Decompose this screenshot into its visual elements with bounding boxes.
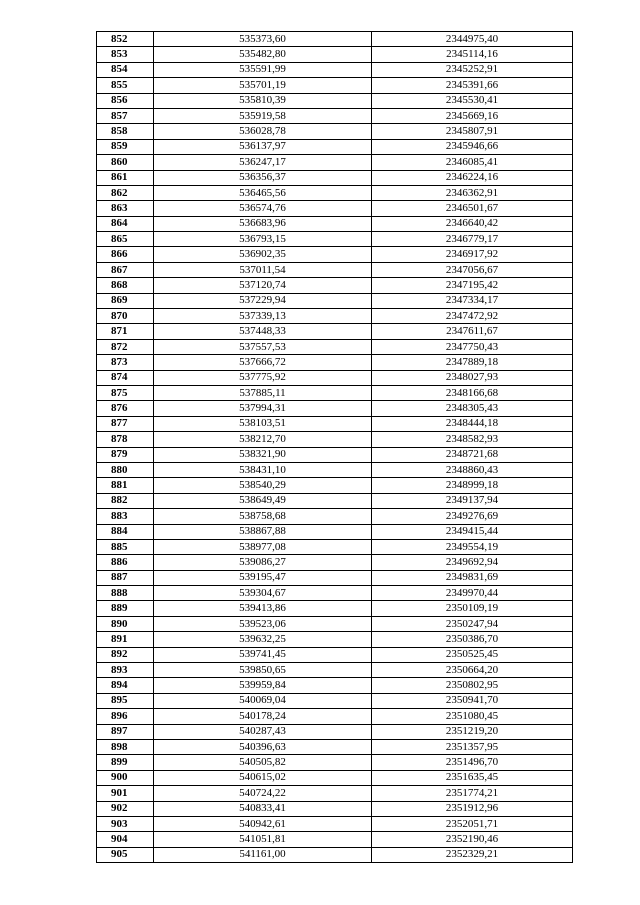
table-row [97, 832, 573, 847]
y-coordinate-cell: 2347611,67 [372, 324, 573, 339]
x-coordinate-cell: 538321,90 [154, 447, 372, 462]
table-row [97, 786, 573, 801]
point-number-cell: 860 [97, 155, 154, 170]
point-number-cell: 880 [97, 462, 154, 477]
y-coordinate-cell: 2351912,96 [372, 801, 573, 816]
table-row [97, 601, 573, 616]
table-row [97, 108, 573, 123]
y-coordinate-cell: 2344975,40 [372, 32, 573, 47]
x-coordinate-cell: 540724,22 [154, 786, 372, 801]
table-row [97, 570, 573, 585]
y-coordinate-cell: 2346779,17 [372, 232, 573, 247]
x-coordinate-cell: 539741,45 [154, 647, 372, 662]
point-number-cell: 891 [97, 632, 154, 647]
y-coordinate-cell: 2345669,16 [372, 108, 573, 123]
point-number-cell: 896 [97, 709, 154, 724]
x-coordinate-cell: 536465,56 [154, 185, 372, 200]
x-coordinate-cell: 538977,08 [154, 539, 372, 554]
x-coordinate-cell: 539523,06 [154, 616, 372, 631]
point-number-cell: 900 [97, 770, 154, 785]
table-row [97, 524, 573, 539]
x-coordinate-cell: 535482,80 [154, 47, 372, 62]
y-coordinate-cell: 2349276,69 [372, 509, 573, 524]
y-coordinate-cell: 2351635,45 [372, 770, 573, 785]
y-coordinate-cell: 2352329,21 [372, 847, 573, 862]
table-row [97, 755, 573, 770]
point-number-cell: 886 [97, 555, 154, 570]
point-number-cell: 897 [97, 724, 154, 739]
y-coordinate-cell: 2349970,44 [372, 586, 573, 601]
x-coordinate-cell: 536902,35 [154, 247, 372, 262]
x-coordinate-cell: 539195,47 [154, 570, 372, 585]
x-coordinate-cell: 537775,92 [154, 370, 372, 385]
y-coordinate-cell: 2347750,43 [372, 339, 573, 354]
y-coordinate-cell: 2347056,67 [372, 262, 573, 277]
table-row [97, 724, 573, 739]
coordinates-table [96, 31, 573, 863]
point-number-cell: 902 [97, 801, 154, 816]
y-coordinate-cell: 2349415,44 [372, 524, 573, 539]
table-row [97, 62, 573, 77]
y-coordinate-cell: 2352190,46 [372, 832, 573, 847]
point-number-cell: 887 [97, 570, 154, 585]
table-row [97, 293, 573, 308]
y-coordinate-cell: 2346362,91 [372, 185, 573, 200]
x-coordinate-cell: 535701,19 [154, 78, 372, 93]
point-number-cell: 867 [97, 262, 154, 277]
table-row [97, 447, 573, 462]
table-row [97, 801, 573, 816]
y-coordinate-cell: 2350109,19 [372, 601, 573, 616]
table-row [97, 739, 573, 754]
table-row [97, 201, 573, 216]
point-number-cell: 861 [97, 170, 154, 185]
point-number-cell: 868 [97, 278, 154, 293]
y-coordinate-cell: 2348999,18 [372, 478, 573, 493]
table-row [97, 139, 573, 154]
x-coordinate-cell: 536247,17 [154, 155, 372, 170]
y-coordinate-cell: 2348860,43 [372, 462, 573, 477]
x-coordinate-cell: 538431,10 [154, 462, 372, 477]
y-coordinate-cell: 2350941,70 [372, 693, 573, 708]
table-row [97, 324, 573, 339]
x-coordinate-cell: 537885,11 [154, 385, 372, 400]
table-row [97, 185, 573, 200]
table-row [97, 339, 573, 354]
table-row [97, 32, 573, 47]
y-coordinate-cell: 2345252,91 [372, 62, 573, 77]
point-number-cell: 854 [97, 62, 154, 77]
point-number-cell: 882 [97, 493, 154, 508]
y-coordinate-cell: 2348582,93 [372, 432, 573, 447]
table-row [97, 539, 573, 554]
point-number-cell: 863 [97, 201, 154, 216]
point-number-cell: 904 [97, 832, 154, 847]
point-number-cell: 899 [97, 755, 154, 770]
table-row [97, 93, 573, 108]
point-number-cell: 852 [97, 32, 154, 47]
x-coordinate-cell: 537011,54 [154, 262, 372, 277]
point-number-cell: 898 [97, 739, 154, 754]
table-row [97, 416, 573, 431]
point-number-cell: 884 [97, 524, 154, 539]
y-coordinate-cell: 2345391,66 [372, 78, 573, 93]
point-number-cell: 892 [97, 647, 154, 662]
point-number-cell: 901 [97, 786, 154, 801]
x-coordinate-cell: 537994,31 [154, 401, 372, 416]
point-number-cell: 871 [97, 324, 154, 339]
x-coordinate-cell: 540615,02 [154, 770, 372, 785]
x-coordinate-cell: 537448,33 [154, 324, 372, 339]
point-number-cell: 879 [97, 447, 154, 462]
x-coordinate-cell: 538540,29 [154, 478, 372, 493]
x-coordinate-cell: 540069,04 [154, 693, 372, 708]
x-coordinate-cell: 540287,43 [154, 724, 372, 739]
x-coordinate-cell: 537666,72 [154, 355, 372, 370]
table-row [97, 370, 573, 385]
x-coordinate-cell: 539959,84 [154, 678, 372, 693]
x-coordinate-cell: 540833,41 [154, 801, 372, 816]
point-number-cell: 877 [97, 416, 154, 431]
point-number-cell: 903 [97, 816, 154, 831]
table-row [97, 770, 573, 785]
point-number-cell: 858 [97, 124, 154, 139]
y-coordinate-cell: 2347889,18 [372, 355, 573, 370]
table-row [97, 847, 573, 862]
y-coordinate-cell: 2346085,41 [372, 155, 573, 170]
y-coordinate-cell: 2351080,45 [372, 709, 573, 724]
table-row [97, 616, 573, 631]
table-row [97, 278, 573, 293]
y-coordinate-cell: 2348305,43 [372, 401, 573, 416]
y-coordinate-cell: 2350664,20 [372, 663, 573, 678]
point-number-cell: 865 [97, 232, 154, 247]
x-coordinate-cell: 537339,13 [154, 309, 372, 324]
table-row [97, 47, 573, 62]
x-coordinate-cell: 539850,65 [154, 663, 372, 678]
table-row [97, 478, 573, 493]
x-coordinate-cell: 536683,96 [154, 216, 372, 231]
table-row [97, 432, 573, 447]
y-coordinate-cell: 2351774,21 [372, 786, 573, 801]
y-coordinate-cell: 2348721,68 [372, 447, 573, 462]
y-coordinate-cell: 2351219,20 [372, 724, 573, 739]
y-coordinate-cell: 2348027,93 [372, 370, 573, 385]
y-coordinate-cell: 2350247,94 [372, 616, 573, 631]
point-number-cell: 855 [97, 78, 154, 93]
y-coordinate-cell: 2346917,92 [372, 247, 573, 262]
y-coordinate-cell: 2345530,41 [372, 93, 573, 108]
point-number-cell: 876 [97, 401, 154, 416]
point-number-cell: 890 [97, 616, 154, 631]
y-coordinate-cell: 2349692,94 [372, 555, 573, 570]
point-number-cell: 862 [97, 185, 154, 200]
table-row [97, 216, 573, 231]
x-coordinate-cell: 538758,68 [154, 509, 372, 524]
x-coordinate-cell: 536574,76 [154, 201, 372, 216]
point-number-cell: 883 [97, 509, 154, 524]
point-number-cell: 875 [97, 385, 154, 400]
x-coordinate-cell: 535591,99 [154, 62, 372, 77]
point-number-cell: 895 [97, 693, 154, 708]
table-row [97, 555, 573, 570]
point-number-cell: 864 [97, 216, 154, 231]
x-coordinate-cell: 537557,53 [154, 339, 372, 354]
point-number-cell: 853 [97, 47, 154, 62]
point-number-cell: 872 [97, 339, 154, 354]
y-coordinate-cell: 2349554,19 [372, 539, 573, 554]
table-row [97, 678, 573, 693]
table-row [97, 663, 573, 678]
x-coordinate-cell: 541161,00 [154, 847, 372, 862]
y-coordinate-cell: 2345946,66 [372, 139, 573, 154]
table-row [97, 155, 573, 170]
y-coordinate-cell: 2348166,68 [372, 385, 573, 400]
x-coordinate-cell: 535373,60 [154, 32, 372, 47]
x-coordinate-cell: 537229,94 [154, 293, 372, 308]
point-number-cell: 870 [97, 309, 154, 324]
table-row [97, 262, 573, 277]
y-coordinate-cell: 2346224,16 [372, 170, 573, 185]
y-coordinate-cell: 2350525,45 [372, 647, 573, 662]
table-row [97, 247, 573, 262]
x-coordinate-cell: 535810,39 [154, 93, 372, 108]
point-number-cell: 885 [97, 539, 154, 554]
table-row [97, 816, 573, 831]
x-coordinate-cell: 538649,49 [154, 493, 372, 508]
point-number-cell: 888 [97, 586, 154, 601]
point-number-cell: 873 [97, 355, 154, 370]
point-number-cell: 866 [97, 247, 154, 262]
point-number-cell: 874 [97, 370, 154, 385]
point-number-cell: 869 [97, 293, 154, 308]
x-coordinate-cell: 539304,67 [154, 586, 372, 601]
table-row [97, 309, 573, 324]
table-row [97, 462, 573, 477]
x-coordinate-cell: 535919,58 [154, 108, 372, 123]
table-row [97, 124, 573, 139]
table-row [97, 693, 573, 708]
table-row [97, 647, 573, 662]
point-number-cell: 889 [97, 601, 154, 616]
x-coordinate-cell: 540942,61 [154, 816, 372, 831]
y-coordinate-cell: 2345807,91 [372, 124, 573, 139]
point-number-cell: 893 [97, 663, 154, 678]
y-coordinate-cell: 2349831,69 [372, 570, 573, 585]
x-coordinate-cell: 541051,81 [154, 832, 372, 847]
x-coordinate-cell: 538867,88 [154, 524, 372, 539]
x-coordinate-cell: 540396,63 [154, 739, 372, 754]
y-coordinate-cell: 2351357,95 [372, 739, 573, 754]
x-coordinate-cell: 539632,25 [154, 632, 372, 647]
x-coordinate-cell: 539413,86 [154, 601, 372, 616]
table-row [97, 509, 573, 524]
x-coordinate-cell: 536137,97 [154, 139, 372, 154]
y-coordinate-cell: 2346640,42 [372, 216, 573, 231]
table-row [97, 709, 573, 724]
y-coordinate-cell: 2350386,70 [372, 632, 573, 647]
y-coordinate-cell: 2350802,95 [372, 678, 573, 693]
point-number-cell: 859 [97, 139, 154, 154]
x-coordinate-cell: 538103,51 [154, 416, 372, 431]
table-row [97, 385, 573, 400]
x-coordinate-cell: 537120,74 [154, 278, 372, 293]
y-coordinate-cell: 2352051,71 [372, 816, 573, 831]
x-coordinate-cell: 536356,37 [154, 170, 372, 185]
coordinates-table-body [97, 32, 573, 863]
y-coordinate-cell: 2346501,67 [372, 201, 573, 216]
table-row [97, 586, 573, 601]
y-coordinate-cell: 2345114,16 [372, 47, 573, 62]
table-row [97, 78, 573, 93]
table-row [97, 401, 573, 416]
x-coordinate-cell: 536028,78 [154, 124, 372, 139]
x-coordinate-cell: 536793,15 [154, 232, 372, 247]
table-row [97, 170, 573, 185]
table-row [97, 232, 573, 247]
x-coordinate-cell: 540178,24 [154, 709, 372, 724]
x-coordinate-cell: 538212,70 [154, 432, 372, 447]
point-number-cell: 878 [97, 432, 154, 447]
x-coordinate-cell: 539086,27 [154, 555, 372, 570]
point-number-cell: 881 [97, 478, 154, 493]
table-row [97, 493, 573, 508]
table-row [97, 355, 573, 370]
y-coordinate-cell: 2347472,92 [372, 309, 573, 324]
table-row [97, 632, 573, 647]
point-number-cell: 905 [97, 847, 154, 862]
y-coordinate-cell: 2348444,18 [372, 416, 573, 431]
y-coordinate-cell: 2347195,42 [372, 278, 573, 293]
point-number-cell: 894 [97, 678, 154, 693]
y-coordinate-cell: 2347334,17 [372, 293, 573, 308]
y-coordinate-cell: 2349137,94 [372, 493, 573, 508]
x-coordinate-cell: 540505,82 [154, 755, 372, 770]
y-coordinate-cell: 2351496,70 [372, 755, 573, 770]
point-number-cell: 857 [97, 108, 154, 123]
point-number-cell: 856 [97, 93, 154, 108]
